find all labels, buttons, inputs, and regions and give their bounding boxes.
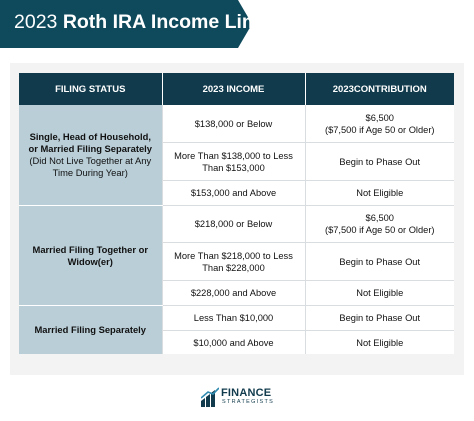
income-cell: $138,000 or Below [162, 105, 305, 143]
income-cell: $218,000 or Below [162, 206, 305, 243]
bar-chart-logo-icon [201, 387, 219, 407]
income-cell: More Than $218,000 to Less Than $228,000 [162, 243, 305, 281]
contribution-cell: Begin to Phase Out [305, 243, 454, 281]
income-cell: $228,000 and Above [162, 281, 305, 306]
contribution-cell: Begin to Phase Out [305, 143, 454, 181]
contribution-value: $6,500 [365, 213, 394, 223]
contribution-cell [305, 206, 454, 243]
filing-status-cell [19, 206, 162, 306]
contribution-cell: Not Eligible [305, 331, 454, 355]
filing-status-cell [19, 306, 162, 355]
column-header-filing-status: FILING STATUS [19, 73, 162, 105]
filing-status-label: Single, Head of Household, or Married Filing Separately [28, 131, 152, 154]
title-banner [0, 0, 283, 48]
filing-status-label: Married Filing Together or Widow(er) [32, 243, 148, 267]
income-cell: $153,000 and Above [162, 181, 305, 206]
filing-status-label: Married Filing Separately [34, 324, 146, 335]
table-header-row [19, 73, 454, 105]
table-row [19, 105, 454, 143]
title-prefix: 2023 [14, 11, 63, 33]
table-row [19, 306, 454, 331]
income-cell: Less Than $10,000 [162, 306, 305, 331]
contribution-cell [305, 105, 454, 143]
contribution-note: ($7,500 if Age 50 or Older) [324, 225, 435, 235]
filing-status-note: (Did Not Live Together at Any Time During Year) [29, 155, 152, 178]
finance-strategists-logo [201, 387, 275, 407]
logo-subtitle: STRATEGISTS [222, 399, 275, 405]
contribution-cell: Begin to Phase Out [305, 306, 454, 331]
contribution-cell: Not Eligible [305, 281, 454, 306]
column-header-income: 2023 INCOME [162, 73, 305, 105]
contribution-value: $6,500 [365, 112, 394, 123]
income-limits-table [19, 73, 454, 354]
income-cell: More Than $138,000 to Less Than $153,000 [162, 143, 305, 181]
contribution-cell: Not Eligible [305, 181, 454, 206]
table-row [19, 206, 454, 243]
contribution-note: ($7,500 if Age 50 or Older) [324, 124, 435, 135]
title-bold: Roth IRA Income Limits [62, 11, 283, 33]
income-cell: $10,000 and Above [162, 331, 305, 355]
column-header-contribution: 2023CONTRIBUTION [305, 73, 454, 105]
logo-name: FINANCE [221, 387, 272, 399]
page-title [14, 11, 282, 34]
filing-status-cell [19, 105, 162, 206]
